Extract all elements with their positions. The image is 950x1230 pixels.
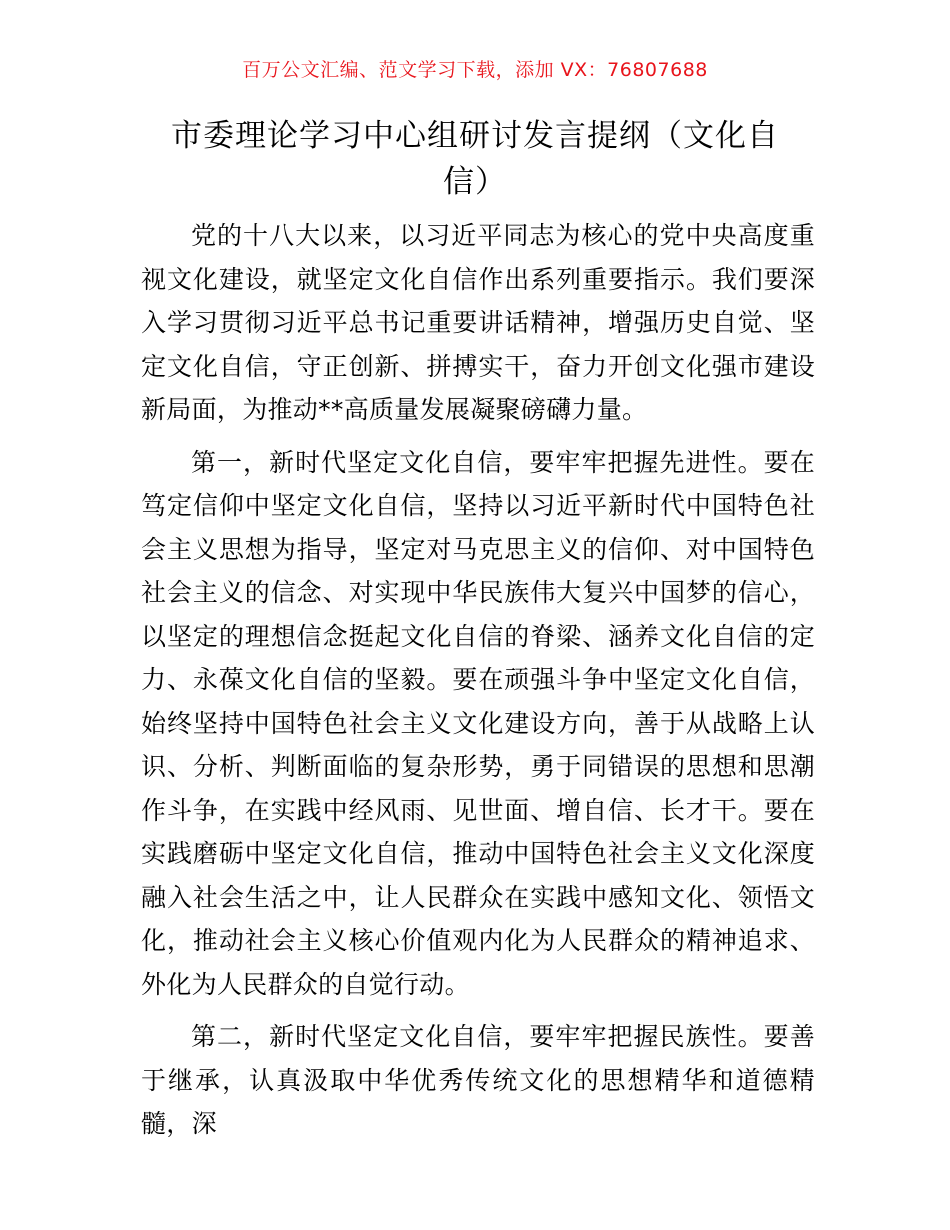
paragraph-first-point: 第一，新时代坚定文化自信，要牢牢把握先进性。要在笃定信仰中坚定文化自信，坚持以习近平新时代中国特色社会主义思想为指导，坚定对马克思主义的信仰、对中国特色社会主义的信念、对实现中华民族伟大复兴中国梦的信心，以坚定的理想信念挺起文化自信的脊梁、涵养文化自信的定力、永葆文化自信的坚毅。要在顽强斗争中坚定文化自信，始终坚持中国特色社会主义文化建设方向，善于从战略上认识、分析、判断面临的复杂形势，勇于同错误的思想和思潮作斗争，在实践中经风雨、见世面、增自信、长才干。要在实践磨砺中坚定文化自信，推动中国特色社会主义文化深度融入社会生活之中，让人民群众在实践中感知文化、领悟文化，推动社会主义核心价值观内化为人民群众的精神追求、外化为人民群众的自觉行动。: [141, 447, 815, 999]
document-title: 市委理论学习中心组研讨发言提纲（文化自信）: [171, 118, 779, 200]
watermark-banner: 百万公文汇编、范文学习下载，添加 VX：76807688: [242, 59, 708, 81]
paragraph-second-point: 第二，新时代坚定文化自信，要牢牢把握民族性。要善于继承，认真汲取中华优秀传统文化的思想精华和道德精髓，深: [141, 1022, 815, 1138]
paragraph-intro: 党的十八大以来，以习近平同志为核心的党中央高度重视文化建设，就坚定文化自信作出系列重要指示。我们要深入学习贯彻习近平总书记重要讲话精神，增强历史自觉、坚定文化自信，守正创新、拼搏实干，奋力开创文化强市建设新局面，为推动**高质量发展凝聚磅礴力量。: [141, 221, 815, 424]
document-body: [141, 214, 815, 1155]
